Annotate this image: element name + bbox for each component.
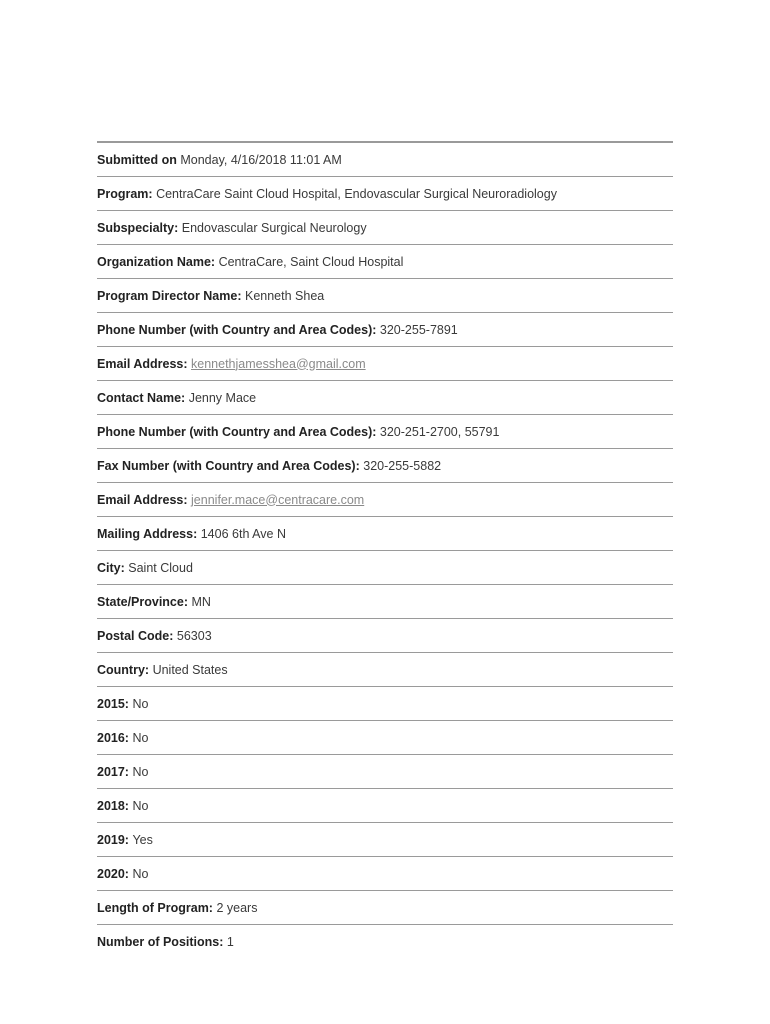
year-2020-label: 2020: bbox=[97, 866, 129, 881]
submitted-on-row bbox=[97, 143, 673, 177]
state-province-label: State/Province: bbox=[97, 594, 189, 609]
country-value: United States bbox=[152, 662, 228, 677]
country-label: Country: bbox=[97, 662, 150, 677]
field-row-state-province bbox=[97, 585, 673, 619]
length-of-program-label: Length of Program: bbox=[97, 900, 213, 915]
field-row-program-director-name bbox=[97, 279, 673, 313]
mailing-address-label: Mailing Address: bbox=[97, 526, 198, 541]
program-value: CentraCare Saint Cloud Hospital, Endovascular Surgical Neuroradiology bbox=[156, 186, 557, 201]
postal-code-label: Postal Code: bbox=[97, 628, 174, 643]
year-2019-value: Yes bbox=[132, 832, 153, 847]
contact-phone-label: Phone Number (with Country and Area Codes): bbox=[97, 424, 377, 439]
year-2017-label: 2017: bbox=[97, 764, 129, 779]
field-row-length-of-program bbox=[97, 891, 673, 925]
fax-number-value: 320-255-5882 bbox=[363, 458, 442, 473]
state-province-value: MN bbox=[191, 594, 211, 609]
contact-phone-value: 320-251-2700, 55791 bbox=[379, 424, 500, 439]
organization-name-value: CentraCare, Saint Cloud Hospital bbox=[218, 254, 404, 269]
number-of-positions-value: 1 bbox=[226, 935, 234, 949]
director-email-link[interactable]: kennethjamesshea@gmail.com bbox=[191, 356, 366, 371]
contact-name-value: Jenny Mace bbox=[188, 390, 257, 405]
field-row-subspecialty bbox=[97, 211, 673, 245]
postal-code-value: 56303 bbox=[176, 628, 212, 643]
city-value: Saint Cloud bbox=[128, 560, 193, 575]
year-2020-value: No bbox=[132, 866, 149, 881]
fax-number-label: Fax Number (with Country and Area Codes): bbox=[97, 458, 360, 473]
year-2015-label: 2015: bbox=[97, 696, 129, 711]
city-label: City: bbox=[97, 560, 125, 575]
year-2019-label: 2019: bbox=[97, 832, 129, 847]
year-2016-value: No bbox=[132, 730, 149, 745]
submitted-on-label: Submitted on bbox=[97, 152, 177, 167]
director-phone-label: Phone Number (with Country and Area Codes): bbox=[97, 322, 377, 337]
field-row-contact-email bbox=[97, 483, 673, 517]
field-row-2018 bbox=[97, 789, 673, 823]
field-row-2020 bbox=[97, 857, 673, 891]
year-2017-value: No bbox=[132, 764, 149, 779]
field-row-2019 bbox=[97, 823, 673, 857]
field-row-number-of-positions bbox=[97, 925, 673, 959]
contact-email-label: Email Address: bbox=[97, 492, 188, 507]
director-email-label: Email Address: bbox=[97, 356, 188, 371]
field-row-city bbox=[97, 551, 673, 585]
year-2015-value: No bbox=[132, 696, 149, 711]
contact-name-label: Contact Name: bbox=[97, 390, 186, 405]
field-row-postal-code bbox=[97, 619, 673, 653]
contact-email-link[interactable]: jennifer.mace@centracare.com bbox=[191, 492, 365, 507]
subspecialty-value: Endovascular Surgical Neurology bbox=[181, 220, 367, 235]
field-row-program bbox=[97, 177, 673, 211]
year-2018-label: 2018: bbox=[97, 798, 129, 813]
organization-name-label: Organization Name: bbox=[97, 254, 216, 269]
field-row-2016 bbox=[97, 721, 673, 755]
length-of-program-value: 2 years bbox=[216, 900, 258, 915]
field-row-director-email bbox=[97, 347, 673, 381]
submission-form bbox=[97, 141, 673, 959]
subspecialty-label: Subspecialty: bbox=[97, 220, 179, 235]
field-row-fax-number bbox=[97, 449, 673, 483]
program-label: Program: bbox=[97, 186, 153, 201]
field-row-2015 bbox=[97, 687, 673, 721]
year-2016-label: 2016: bbox=[97, 730, 129, 745]
mailing-address-value: 1406 6th Ave N bbox=[200, 526, 286, 541]
program-director-name-label: Program Director Name: bbox=[97, 288, 242, 303]
field-row-mailing-address bbox=[97, 517, 673, 551]
field-row-2017 bbox=[97, 755, 673, 789]
field-row-contact-name bbox=[97, 381, 673, 415]
director-phone-value: 320-255-7891 bbox=[379, 322, 458, 337]
submitted-on-value: Monday, 4/16/2018 11:01 AM bbox=[180, 152, 342, 167]
year-2018-value: No bbox=[132, 798, 149, 813]
field-row-contact-phone bbox=[97, 415, 673, 449]
program-director-name-value: Kenneth Shea bbox=[244, 288, 325, 303]
field-row-organization-name bbox=[97, 245, 673, 279]
field-row-director-phone bbox=[97, 313, 673, 347]
number-of-positions-label: Number of Positions: bbox=[97, 935, 224, 949]
field-row-country bbox=[97, 653, 673, 687]
